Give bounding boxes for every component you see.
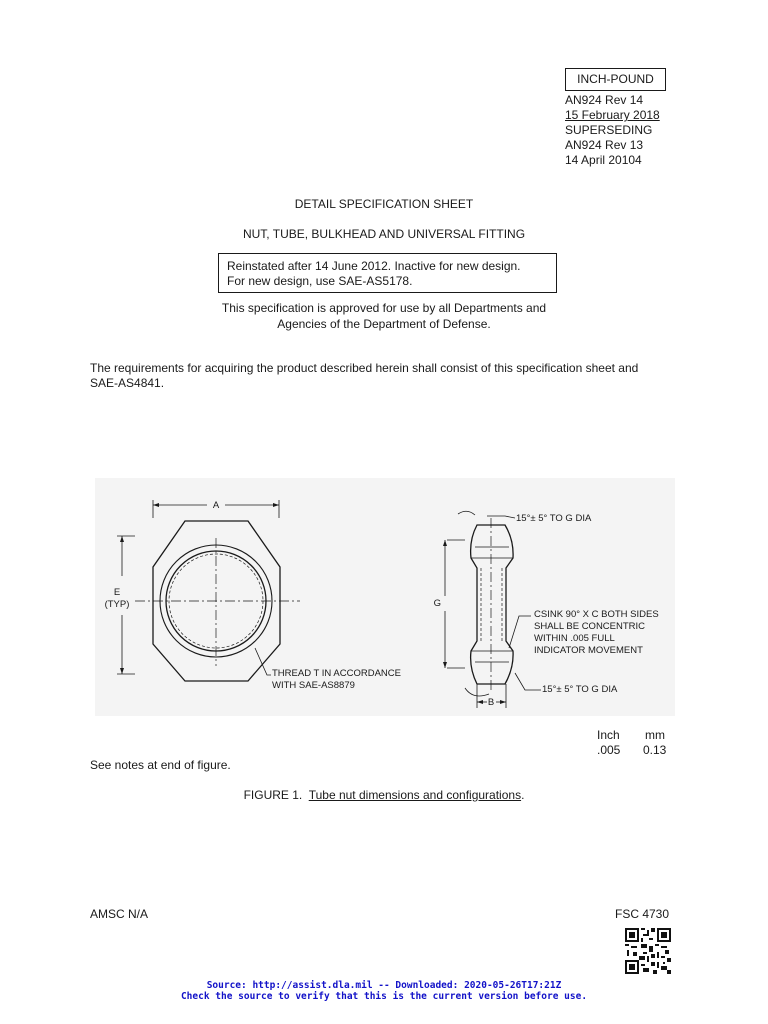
dim-b-label: B — [487, 697, 495, 708]
conversion-inch-value: .005 — [597, 743, 621, 757]
item-name-title: NUT, TUBE, BULKHEAD AND UNIVERSAL FITTING — [242, 227, 526, 241]
figure-caption — [0, 788, 768, 803]
csink-note-line-3: WITHIN .005 FULL — [534, 633, 615, 644]
chamfer-note-bottom: 15°± 5° TO G DIA — [542, 684, 618, 695]
figure-caption-suffix: . — [521, 788, 525, 802]
thread-note-line-2: WITH SAE-AS8879 — [272, 680, 355, 691]
inactive-notice-box — [218, 253, 557, 293]
inch-pound-label: INCH-POUND — [565, 68, 666, 91]
notice-line-2: For new design, use SAE-AS5178. — [227, 274, 413, 288]
qr-code-icon — [625, 928, 671, 974]
source-line-1: Source: http://assist.dla.mil -- Downloaded: 2020-05-26T17:21Z — [206, 980, 562, 991]
csink-note-line-4: INDICATOR MOVEMENT — [534, 645, 643, 656]
source-line-2: Check the source to verify that this is the current version before use. — [180, 991, 588, 1002]
superseded-date: 14 April 20104 — [565, 153, 642, 167]
dim-g-label: G — [433, 598, 441, 609]
sheet-type-title: DETAIL SPECIFICATION SHEET — [294, 197, 474, 211]
amsc-label: AMSC N/A — [90, 907, 149, 921]
notes-reference: See notes at end of figure. — [90, 758, 231, 772]
requirements-line-1: The requirements for acquiring the product described herein shall consist of this specification sheet and — [90, 361, 639, 375]
fsc-label: FSC 4730 — [615, 907, 670, 921]
tube-nut-diagram — [95, 478, 675, 716]
approval-line-1: This specification is approved for use by all Departments and — [221, 301, 547, 315]
conversion-inch-header: Inch — [597, 728, 620, 742]
csink-note-line-1: CSINK 90° X C BOTH SIDES — [534, 609, 659, 620]
superseding-label: SUPERSEDING — [565, 123, 653, 137]
figure-caption-prefix: FIGURE 1. — [243, 788, 309, 802]
approval-line-2: Agencies of the Department of Defense. — [277, 317, 491, 331]
notice-line-1: Reinstated after 14 June 2012. Inactive for new design. — [227, 259, 521, 273]
dim-e-label: E — [113, 587, 121, 598]
csink-note-line-2: SHALL BE CONCENTRIC — [534, 621, 646, 632]
conversion-mm-value: 0.13 — [643, 743, 667, 757]
figure-caption-title: Tube nut dimensions and configurations — [308, 788, 522, 802]
doc-number: AN924 Rev 14 — [565, 93, 644, 107]
requirements-line-2: SAE-AS4841. — [90, 376, 165, 390]
superseded-number: AN924 Rev 13 — [565, 138, 644, 152]
dim-a-label: A — [212, 500, 220, 511]
chamfer-note-top: 15°± 5° TO G DIA — [516, 513, 592, 524]
conversion-mm-header: mm — [645, 728, 665, 742]
thread-note-line-1: THREAD T IN ACCORDANCE — [272, 668, 401, 679]
doc-date: 15 February 2018 — [565, 108, 660, 122]
dim-e-typ-label: (TYP) — [104, 599, 130, 610]
